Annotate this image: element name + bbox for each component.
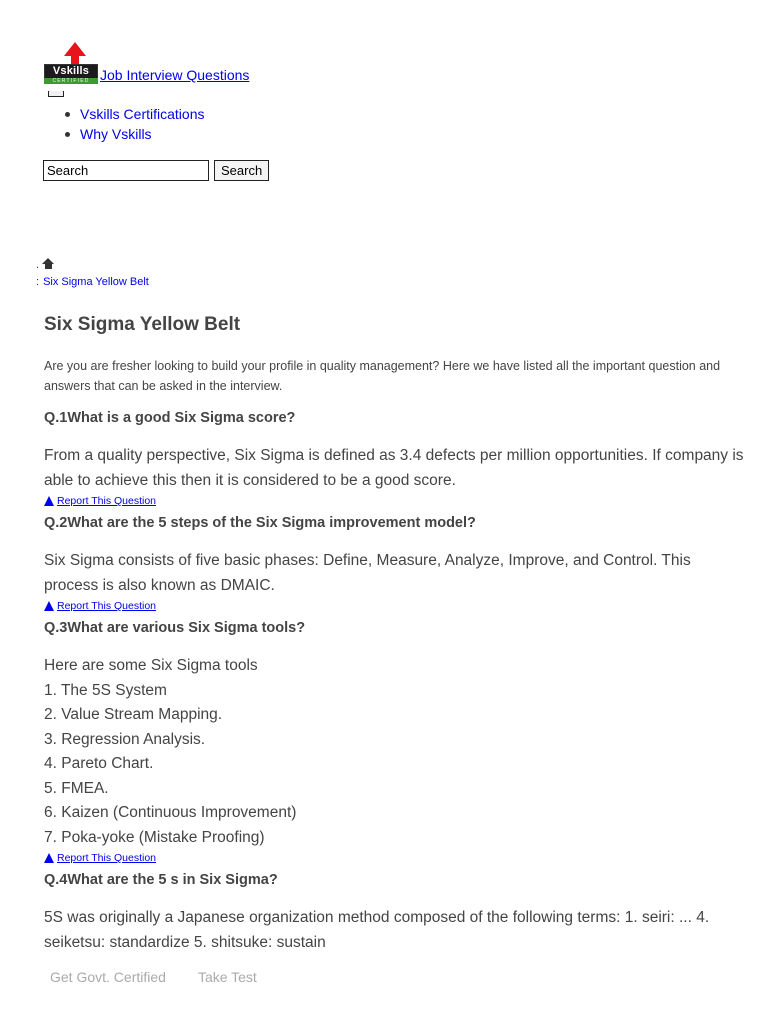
search-form [43, 160, 269, 181]
warning-icon [44, 601, 54, 611]
question-1: Q.1What is a good Six Sigma score? [44, 410, 296, 426]
search-input[interactable] [43, 160, 209, 181]
home-icon[interactable] [43, 261, 54, 270]
vskills-logo [44, 42, 98, 84]
menu-link-why-vskills[interactable]: Why Vskills [80, 126, 152, 142]
question-2: Q.2What are the 5 steps of the Six Sigma improvement model? [44, 515, 476, 531]
answer-3: Here are some Six Sigma tools 1. The 5S System 2. Value Stream Mapping. 3. Regression Analysis. 4. Pareto Chart. 5. FMEA. 6. Kaizen (Continuous Improvement) 7. Poka-yoke (Mistake Proofing) [44, 657, 297, 846]
brand-label[interactable]: Job Interview Questions [100, 67, 250, 83]
report-question-3-link[interactable]: Report This Question [44, 850, 744, 866]
take-test-button[interactable]: Take Test [197, 969, 257, 985]
menu-toggle-button[interactable] [48, 91, 64, 97]
site-header [44, 42, 249, 102]
question-3: Q.3What are various Six Sigma tools? [44, 620, 306, 636]
menu-item-why-vskills [62, 124, 204, 144]
article [44, 312, 744, 955]
warning-icon [44, 496, 54, 506]
warning-icon [44, 853, 54, 863]
question-4: Q.4What are the 5 s in Six Sigma? [44, 872, 278, 888]
breadcrumb-current[interactable]: Six Sigma Yellow Belt [43, 276, 149, 288]
report-question-2-link[interactable]: Report This Question [44, 598, 744, 614]
answer-2: Six Sigma consists of five basic phases: Define, Measure, Analyze, Improve, and Control. This process is also known as DMAIC. [44, 552, 691, 594]
logo-subtext: CERTIFIED [44, 78, 98, 84]
intro-text: Are you are fresher looking to build your profile in quality management? Here we have listed all the important question and answers that can be asked in the interview. [44, 359, 721, 393]
menu-item-certifications [62, 104, 204, 124]
nav-menu [62, 104, 204, 144]
answer-1: From a quality perspective, Six Sigma is defined as 3.4 defects per million opportunities. If company is able to achieve this then it is considered to be a good score. [44, 447, 744, 489]
report-question-1-link[interactable]: Report This Question [44, 493, 744, 509]
bottom-cta-bar [0, 960, 768, 994]
answer-4: 5S was originally a Japanese organization method composed of the following terms: 1. seiri: ... 4. seiketsu: standardize 5. shitsuke: sustain [44, 909, 710, 951]
search-button[interactable]: Search [214, 160, 269, 181]
get-certified-button[interactable]: Get Govt. Certified [50, 969, 166, 985]
menu-link-certifications[interactable]: Vskills Certifications [80, 106, 205, 122]
page-title: Six Sigma Yellow Belt [44, 314, 241, 335]
logo-text: Vskills [44, 64, 98, 79]
brand-link[interactable] [44, 42, 249, 84]
breadcrumb: . : Six Sigma Yellow Belt [36, 259, 149, 288]
